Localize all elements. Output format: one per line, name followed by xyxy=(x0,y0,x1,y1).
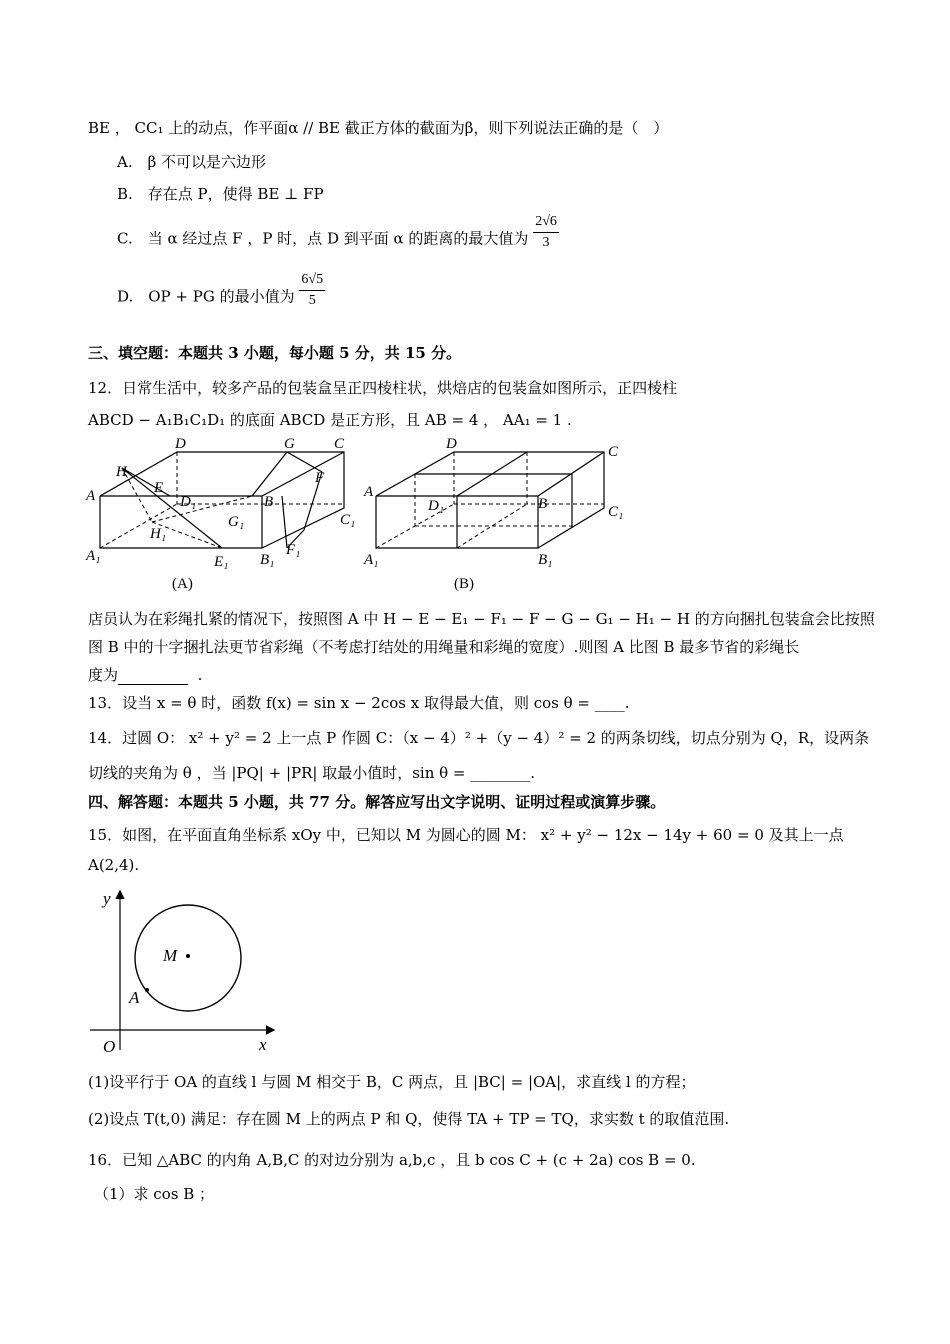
fig-a-label-d1: D₁ xyxy=(180,494,197,510)
fig-a-label-b1: B₁ xyxy=(260,552,275,568)
figure-a xyxy=(82,432,372,597)
fig-a-label-a1: A₁ xyxy=(86,548,101,564)
section-3-heading: 三、填空题：本题共 3 小题，每小题 5 分，共 15 分。 xyxy=(88,344,462,362)
q15-part-2: (2)设点 T(t,0) 满足：存在圆 M 上的两点 P 和 Q，使得 TA + TP = TQ，求实数 t 的取值范围. xyxy=(88,1110,730,1128)
q14-line-1: 14．过圆 O： x² + y² = 2 上一点 P 作圆 C：（x − 4）² +（y − 4）² = 2 的两条切线，切点分别为 Q，R，设两条 xyxy=(88,729,870,747)
q15-line-1: 15．如图，在平面直角坐标系 xOy 中，已知以 M 为圆心的圆 M： x² + y² − 12x − 14y + 60 = 0 及其上一点 xyxy=(88,826,844,844)
fig-b-caption: (B) xyxy=(454,576,474,592)
q12-line-3: 店员认为在彩绳扎紧的情况下，按照图 A 中 H − E − E₁ − F₁ − F − G − G₁ − H₁ − H 的方向捆扎包装盒会比按照 xyxy=(88,610,875,628)
fig-b-label-d1: D₁ xyxy=(428,498,445,514)
fig-b-label-b: B xyxy=(538,496,548,512)
fig-a-label-h: H xyxy=(116,464,127,480)
q13: 13．设当 x = θ 时，函数 f(x) = sin x − 2cos x 取得最大值，则 cos θ = ____. xyxy=(88,694,630,712)
fig-a-label-b: B xyxy=(264,494,274,510)
q16-line-1: 16．已知 △ABC 的内角 A,B,C 的对边分别为 a,b,c ，且 b cos C + (c + 2a) cos B = 0. xyxy=(88,1151,696,1169)
fig-a-label-c1: C₁ xyxy=(340,512,356,528)
fig-a-caption: (A) xyxy=(172,576,193,592)
fig-a-label-e1: E₁ xyxy=(214,554,229,570)
fig-a-label-e: E xyxy=(154,480,164,496)
q15-axis-y-label: y xyxy=(103,889,111,908)
fraction-c-numerator: 2√6 xyxy=(533,212,559,233)
fig-a-label-f1: F₁ xyxy=(286,542,301,558)
fig-b-label-c1: C₁ xyxy=(608,504,624,520)
fraction-c xyxy=(533,212,559,253)
q11-option-a: A. β 不可以是六边形 xyxy=(117,153,267,171)
q11-option-c-text: C. 当 α 经过点 F ，P 时，点 D 到平面 α 的距离的最大值为 xyxy=(117,229,529,248)
q11-option-c xyxy=(117,214,559,253)
q12-line-4: 图 B 中的十字捆扎法更节省彩绳（不考虑打结处的用绳量和彩绳的宽度）.则图 A 比图 B 最多节省的彩绳长 xyxy=(88,638,800,656)
q15-center-label: M xyxy=(163,946,178,965)
fig-a-label-g1: G₁ xyxy=(228,514,245,530)
q15-figure xyxy=(85,880,285,1060)
fig-a-label-a: A xyxy=(86,488,96,504)
fraction-d xyxy=(299,270,325,311)
q12-line-5-text: 度为 xyxy=(88,666,119,684)
fig-b-label-a: A xyxy=(364,484,374,500)
fig-a-label-c: C xyxy=(334,436,345,452)
q15-line-2: A(2,4). xyxy=(88,856,140,874)
q12-line-1: 12．日常生活中，较多产品的包装盒呈正四棱柱状，烘焙店的包装盒如图所示，正四棱柱 xyxy=(88,379,678,397)
section-4-heading: 四、解答题：本题共 5 小题，共 77 分。解答应写出文字说明、证明过程或演算步骤。 xyxy=(88,793,666,811)
fig-b-label-d: D xyxy=(446,436,457,452)
q15-point-a-label: A xyxy=(129,988,140,1007)
q15-origin-label: O xyxy=(103,1037,116,1056)
q12-line-5-end: . xyxy=(197,666,203,684)
q12-line-2: ABCD − A₁B₁C₁D₁ 的底面 ABCD 是正方形，且 AB = 4 ， AA₁ = 1 . xyxy=(88,411,572,429)
fraction-d-numerator: 6√5 xyxy=(299,270,325,291)
fig-a-label-f: F xyxy=(315,470,325,486)
q12-line-5 xyxy=(88,665,202,685)
fig-b-label-b1: B₁ xyxy=(538,552,553,568)
fig-a-label-d: D xyxy=(175,436,186,452)
q12-answer-blank[interactable] xyxy=(118,684,188,685)
q11-option-d-text: D. OP + PG 的最小值为 xyxy=(117,287,295,306)
q11-option-b: B. 存在点 P，使得 BE ⊥ FP xyxy=(117,185,324,203)
fig-b-label-a1: A₁ xyxy=(364,552,379,568)
q14-line-2: 切线的夹角为 θ ，当 |PQ| + |PR| 取最小值时，sin θ = ________. xyxy=(88,764,536,782)
q11-intro: BE ， CC₁ 上的动点，作平面α // BE 截正方体的截面为β，则下列说法正确的是（ ） xyxy=(88,119,669,137)
fraction-d-denominator: 5 xyxy=(308,293,316,308)
fig-a-label-g: G xyxy=(284,436,295,452)
figure-b xyxy=(362,432,642,597)
q15-axis-x-label: x xyxy=(259,1035,267,1054)
q11-option-d xyxy=(117,272,325,311)
fig-a-label-h1: H₁ xyxy=(150,526,167,542)
q15-part-1: (1)设平行于 OA 的直线 l 与圆 M 相交于 B，C 两点，且 |BC| = |OA|，求直线 l 的方程； xyxy=(88,1073,696,1091)
fraction-c-denominator: 3 xyxy=(542,235,550,250)
fig-b-label-c: C xyxy=(608,444,619,460)
q16-part-1: （1）求 cos B ； xyxy=(94,1185,215,1203)
